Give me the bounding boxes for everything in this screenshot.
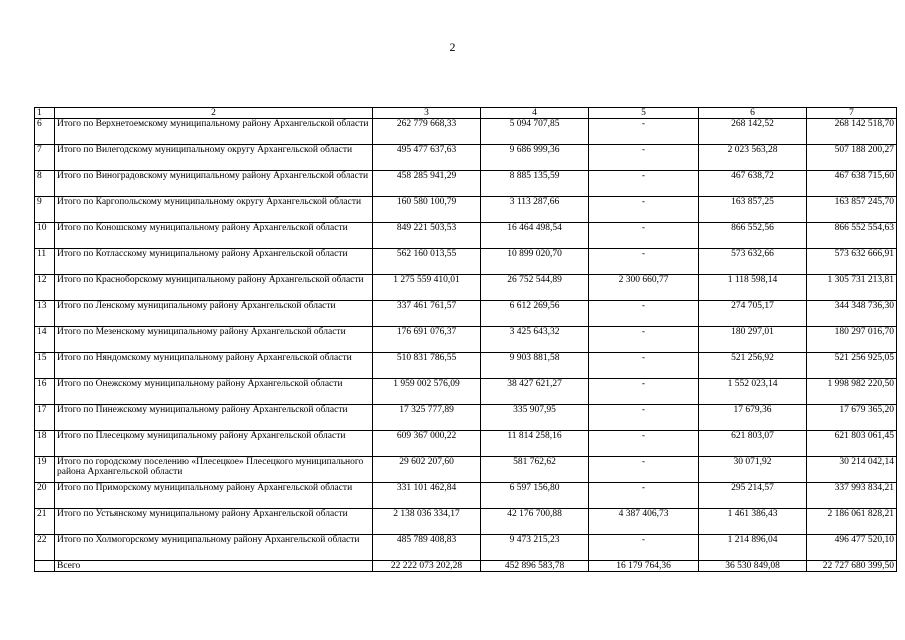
header-col-7: 7 [807,108,897,119]
municipality-cell: Итого по Котласскому муниципальному району Архангельской области [55,249,373,275]
col6-value-cell: 1 461 386,43 [699,509,807,535]
row-number-cell: 8 [35,171,55,197]
col4-value-cell: 9 473 215,23 [481,535,589,561]
municipality-cell: Итого по Вилегодскому муниципальному округу Архангельской области [55,145,373,171]
col5-value-cell: - [589,535,699,561]
municipality-cell: Итого по Мезенскому муниципальному району Архангельской области [55,327,373,353]
col3-value-cell: 176 691 076,37 [373,327,481,353]
col6-value-cell: 2 023 563,28 [699,145,807,171]
col4-value-cell: 335 907,95 [481,405,589,431]
municipality-cell: Итого по Красноборскому муниципальному району Архангельской области [55,275,373,301]
total-col6-value-cell: 36 530 849,08 [699,561,807,572]
col3-value-cell: 609 367 000,22 [373,431,481,457]
municipality-cell: Итого по Ленскому муниципальному району Архангельской области [55,301,373,327]
col3-value-cell: 337 461 761,57 [373,301,481,327]
col4-value-cell: 10 899 020,70 [481,249,589,275]
table-row [35,223,897,249]
total-row [35,561,897,572]
col7-value-cell: 2 186 061 828,21 [807,509,897,535]
header-col-3: 3 [373,108,481,119]
total-col3-value-cell: 22 222 073 202,28 [373,561,481,572]
municipality-cell: Итого по городскому поселению «Плесецкое» Плесецкого муниципального района Архангельской области [55,457,373,483]
table-row [35,379,897,405]
col6-value-cell: 467 638,72 [699,171,807,197]
total-row-number-cell [35,561,55,572]
col3-value-cell: 29 602 207,60 [373,457,481,483]
table-row [35,509,897,535]
col5-value-cell: - [589,483,699,509]
table-row [35,327,897,353]
col5-value-cell: - [589,145,699,171]
col3-value-cell: 2 138 036 334,17 [373,509,481,535]
col5-value-cell: - [589,197,699,223]
col6-value-cell: 17 679,36 [699,405,807,431]
municipality-cell: Итого по Приморскому муниципальному району Архангельской области [55,483,373,509]
col6-value-cell: 180 297,01 [699,327,807,353]
col7-value-cell: 573 632 666,91 [807,249,897,275]
col3-value-cell: 160 580 100,79 [373,197,481,223]
header-col-4: 4 [481,108,589,119]
row-number-cell: 18 [35,431,55,457]
col6-value-cell: 866 552,56 [699,223,807,249]
col4-value-cell: 3 113 287,66 [481,197,589,223]
col5-value-cell: - [589,249,699,275]
col7-value-cell: 1 998 982 220,50 [807,379,897,405]
municipality-cell: Итого по Виноградовскому муниципальному району Архангельской области [55,171,373,197]
col7-value-cell: 163 857 245,70 [807,197,897,223]
col5-value-cell: - [589,353,699,379]
col4-value-cell: 5 094 707,85 [481,119,589,145]
col4-value-cell: 38 427 621,27 [481,379,589,405]
row-number-cell: 6 [35,119,55,145]
row-number-cell: 16 [35,379,55,405]
col5-value-cell: - [589,119,699,145]
row-number-cell: 12 [35,275,55,301]
row-number-cell: 7 [35,145,55,171]
header-col-6: 6 [699,108,807,119]
header-col-1: 1 [35,108,55,119]
table-row [35,301,897,327]
municipality-cell: Итого по Холмогорскому муниципальному району Архангельской области [55,535,373,561]
col6-value-cell: 621 803,07 [699,431,807,457]
col7-value-cell: 467 638 715,60 [807,171,897,197]
col7-value-cell: 30 214 042,14 [807,457,897,483]
col3-value-cell: 849 221 503,53 [373,223,481,249]
municipality-cell: Итого по Онежскому муниципальному району Архангельской области [55,379,373,405]
col6-value-cell: 274 705,17 [699,301,807,327]
table-row [35,145,897,171]
total-col5-value-cell: 16 179 764,36 [589,561,699,572]
col7-value-cell: 337 993 834,21 [807,483,897,509]
col5-value-cell: - [589,405,699,431]
table-row [35,353,897,379]
col4-value-cell: 3 425 643,32 [481,327,589,353]
row-number-cell: 9 [35,197,55,223]
col4-value-cell: 42 176 700,88 [481,509,589,535]
table-row [35,275,897,301]
col7-value-cell: 507 188 200,27 [807,145,897,171]
col7-value-cell: 17 679 365,20 [807,405,897,431]
total-municipality-cell: Всего [55,561,373,572]
col4-value-cell: 581 762,62 [481,457,589,483]
col5-value-cell: - [589,301,699,327]
col3-value-cell: 1 959 002 576,09 [373,379,481,405]
municipality-cell: Итого по Верхнетоемскому муниципальному району Архангельской области [55,119,373,145]
table-row [35,483,897,509]
col4-value-cell: 26 752 544,89 [481,275,589,301]
row-number-cell: 20 [35,483,55,509]
table-row [35,535,897,561]
col7-value-cell: 866 552 554,63 [807,223,897,249]
col4-value-cell: 9 686 999,36 [481,145,589,171]
col4-value-cell: 6 597 156,80 [481,483,589,509]
col4-value-cell: 9 903 881,58 [481,353,589,379]
col6-value-cell: 573 632,66 [699,249,807,275]
header-col-2: 2 [55,108,373,119]
col7-value-cell: 268 142 518,70 [807,119,897,145]
table-header-row [35,108,897,119]
col3-value-cell: 495 477 637,63 [373,145,481,171]
col5-value-cell: - [589,327,699,353]
col3-value-cell: 458 285 941,29 [373,171,481,197]
table-row [35,431,897,457]
col7-value-cell: 180 297 016,70 [807,327,897,353]
col3-value-cell: 485 789 408,83 [373,535,481,561]
col4-value-cell: 16 464 498,54 [481,223,589,249]
table-row [35,197,897,223]
col7-value-cell: 496 477 520,10 [807,535,897,561]
col4-value-cell: 11 814 258,16 [481,431,589,457]
table-row [35,249,897,275]
col6-value-cell: 295 214,57 [699,483,807,509]
col3-value-cell: 562 160 013,55 [373,249,481,275]
table-row [35,119,897,145]
total-col7-value-cell: 22 727 680 399,50 [807,561,897,572]
municipality-cell: Итого по Няндомскому муниципальному району Архангельской области [55,353,373,379]
col7-value-cell: 621 803 061,45 [807,431,897,457]
row-number-cell: 22 [35,535,55,561]
col5-value-cell: - [589,223,699,249]
col3-value-cell: 1 275 559 410,01 [373,275,481,301]
col4-value-cell: 8 885 135,59 [481,171,589,197]
municipality-cell: Итого по Устьянскому муниципальному району Архангельской области [55,509,373,535]
row-number-cell: 13 [35,301,55,327]
col6-value-cell: 521 256,92 [699,353,807,379]
col6-value-cell: 1 118 598,14 [699,275,807,301]
row-number-cell: 21 [35,509,55,535]
col6-value-cell: 30 071,92 [699,457,807,483]
col5-value-cell: - [589,379,699,405]
col3-value-cell: 331 101 462,84 [373,483,481,509]
row-number-cell: 15 [35,353,55,379]
municipality-cell: Итого по Каргопольскому муниципальному округу Архангельской области [55,197,373,223]
col4-value-cell: 6 612 269,56 [481,301,589,327]
total-col4-value-cell: 452 896 583,78 [481,561,589,572]
col7-value-cell: 344 348 736,30 [807,301,897,327]
row-number-cell: 11 [35,249,55,275]
table-row [35,171,897,197]
col3-value-cell: 17 325 777,89 [373,405,481,431]
header-col-5: 5 [589,108,699,119]
municipality-cell: Итого по Пинежскому муниципальному району Архангельской области [55,405,373,431]
table-row [35,405,897,431]
col5-value-cell: - [589,457,699,483]
municipality-cell: Итого по Коношскому муниципальному району Архангельской области [55,223,373,249]
municipality-cell: Итого по Плесецкому муниципальному району Архангельской области [55,431,373,457]
row-number-cell: 10 [35,223,55,249]
col5-value-cell: - [589,171,699,197]
col3-value-cell: 510 831 786,55 [373,353,481,379]
row-number-cell: 19 [35,457,55,483]
table-body [35,108,897,572]
col6-value-cell: 1 214 896,04 [699,535,807,561]
col5-value-cell: 2 300 660,77 [589,275,699,301]
col5-value-cell: - [589,431,699,457]
col6-value-cell: 163 857,25 [699,197,807,223]
page-number: 2 [449,40,456,54]
col3-value-cell: 262 779 668,33 [373,119,481,145]
col5-value-cell: 4 387 406,73 [589,509,699,535]
row-number-cell: 17 [35,405,55,431]
row-number-cell: 14 [35,327,55,353]
col6-value-cell: 268 142,52 [699,119,807,145]
allocation-table [34,107,897,572]
col7-value-cell: 521 256 925,05 [807,353,897,379]
col6-value-cell: 1 552 023,14 [699,379,807,405]
col7-value-cell: 1 305 731 213,81 [807,275,897,301]
table-row [35,457,897,483]
